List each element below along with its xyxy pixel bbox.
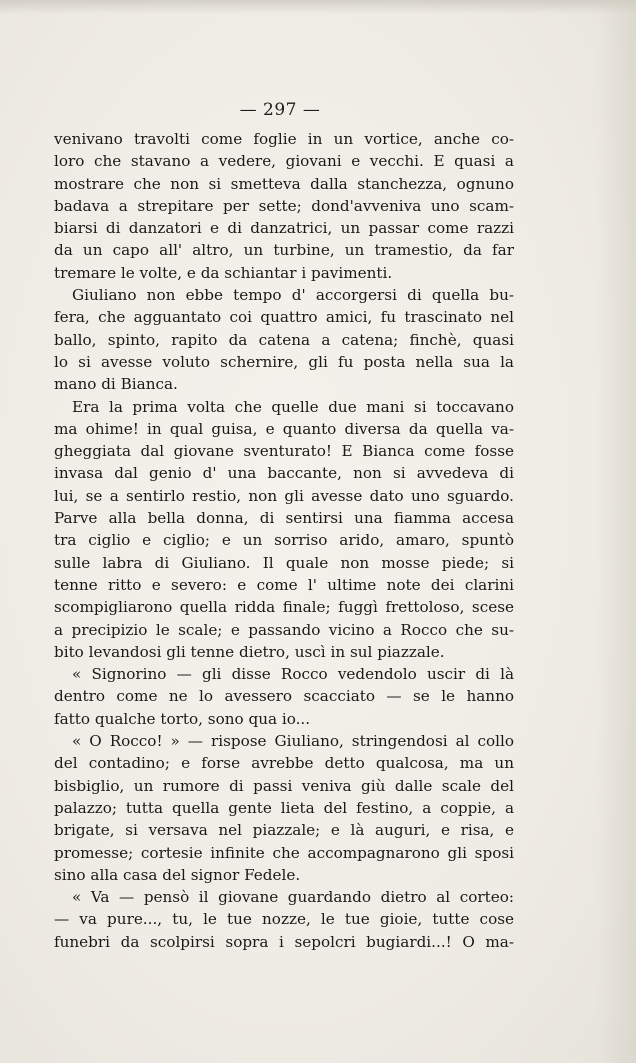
page-top-shadow [0,0,636,14]
text-line: « Signorino — gli disse Rocco vedendolo uscir di là [72,665,514,684]
text-line: Parve alla bella donna, di sentirsi una fiamma accesa [54,509,514,528]
page-number: — 297 — [239,100,321,120]
text-line: fera, che agguantato coi quattro amici, fu trascinato nel [54,308,514,327]
text-line: dentro come ne lo avessero scacciato — se le hanno [54,687,514,706]
text-line: Giuliano non ebbe tempo d' accorgersi di quella bu- [72,286,514,305]
text-line: invasa dal genio d' una baccante, non si avvedeva di [54,464,514,483]
text-line: tenne ritto e severo: e come l' ultime note dei clarini [54,575,514,594]
body-text [54,128,514,953]
text-line: da un capo all' altro, un turbine, un tramestio, da far [54,241,514,260]
text-line: a precipizio le scale; e passando vicino a Rocco che su- [54,620,514,639]
text-line: del contadino; e forse avrebbe detto qualcosa, ma un [54,754,514,773]
text-line: « O Rocco! » — rispose Giuliano, stringendosi al collo [72,732,514,751]
page-right-shadow [596,0,636,1063]
text-line: lui, se a sentirlo restio, non gli avesse dato uno sguardo. [54,486,514,505]
text-line: badava a strepitare per sette; dond'avveniva uno scam- [54,196,514,215]
text-line: gheggiata dal giovane sventurato! E Bianca come fosse [54,442,514,461]
text-line: promesse; cortesie infinite che accompagnarono gli sposi [54,843,514,862]
text-line: lo si avesse voluto schernire, gli fu posta nella sua la [54,352,514,371]
text-line: funebri da scolpirsi sopra i sepolcri bugiardi...! O ma- [54,932,514,951]
text-line: venivano travolti come foglie in un vortice, anche co- [54,130,514,148]
text-line: scompigliarono quella ridda finale; fuggì frettoloso, scese [54,598,514,617]
text-line: fatto qualche torto, sono qua io... [54,709,311,728]
text-line: brigate, si versava nel piazzale; e là auguri, e risa, e [54,821,514,840]
text-line: mano di Bianca. [54,375,178,394]
text-line: ma ohime! in qual guisa, e quanto diversa da quella va- [54,419,514,438]
text-line: mostrare che non si smetteva dalla stanchezza, ognuno [54,174,514,193]
text-line: bito levandosi gli tenne dietro, uscì in sul piazzale. [54,642,445,661]
text-line: ballo, spinto, rapito da catena a catena; finchè, quasi [54,330,514,349]
text-line: loro che stavano a vedere, giovani e vecchi. E quasi a [54,152,514,171]
text-line: tremare le volte, e da schiantar i pavimenti. [54,263,393,282]
text-line: bisbiglio, un rumore di passi veniva giù dalle scale del [54,776,514,795]
text-line: « Va — pensò il giovane guardando dietro al corteo: [72,888,514,907]
text-line: biarsi di danzatori e di danzatrici, un passar come razzi [54,219,514,238]
text-line: sulle labra di Giuliano. Il quale non mosse piede; si [54,553,514,572]
text-line: sino alla casa del signor Fedele. [54,865,301,884]
text-line: tra ciglio e ciglio; e un sorriso arido, amaro, spuntò [54,531,514,550]
text-line: Era la prima volta che quelle due mani si toccavano [72,397,514,416]
text-line: — va pure..., tu, le tue nozze, le tue gioie, tutte cose [54,910,514,929]
text-line: palazzo; tutta quella gente lieta del festino, a coppie, a [54,798,514,817]
